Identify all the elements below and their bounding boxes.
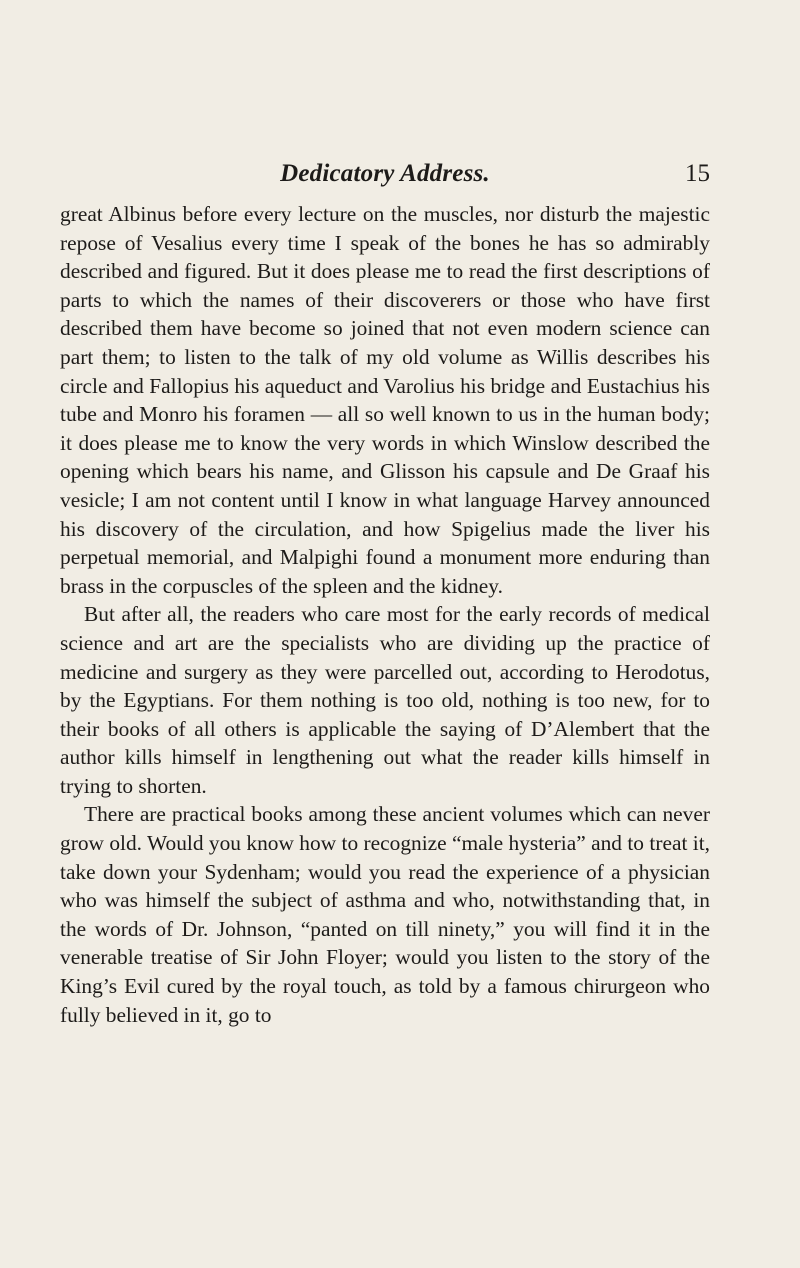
page-number: 15 (685, 160, 710, 187)
paragraph-1: great Albinus before every lecture on the muscles, nor disturb the majestic repose of Vesalius every time I speak of the bones he has so admirably described and figured. But it does please me to read the first descriptions of parts to which the names of their discoverers or those who have first described them have become so joined that not even modern science can part them; to listen to the talk of my old volume as Willis describes his circle and Fallopius his aqueduct and Varolius his bridge and Eustachius his tube and Monro his foramen — all so well known to us in the human body; it does please me to know the very words in which Winslow described the opening which bears his name, and Glisson his capsule and De Graaf his vesicle; I am not content until I know in what language Harvey announced his discovery of the circulation, and how Spigelius made the liver his perpetual memorial, and Malpighi found a monument more enduring than brass in the corpuscles of the spleen and the kidney. (60, 202, 710, 598)
body-text (60, 200, 710, 1029)
running-title: Dedicatory Address. (280, 160, 490, 187)
paragraph-3: There are practical books among these ancient volumes which can never grow old. Would you know how to recognize “male hysteria” and to treat it, take down your Sydenham; would you read the experience of a physician who was himself the subject of asthma and who, notwithstanding that, in the words of Dr. Johnson, “panted on till ninety,” you will find it in the venerable treatise of Sir John Floyer; would you listen to the story of the King’s Evil cured by the royal touch, as told by a famous chirurgeon who fully believed in it, go to (60, 802, 710, 1027)
running-head (60, 160, 710, 194)
paragraph-2: But after all, the readers who care most for the early records of medical science and art are the specialists who are dividing up the practice of medicine and surgery as they were parcelled out, according to Herodotus, by the Egyptians. For them nothing is too old, nothing is too new, for to their books of all others is applicable the saying of D’Alembert that the author kills himself in lengthening out what the reader kills himself in trying to shorten. (60, 602, 710, 798)
